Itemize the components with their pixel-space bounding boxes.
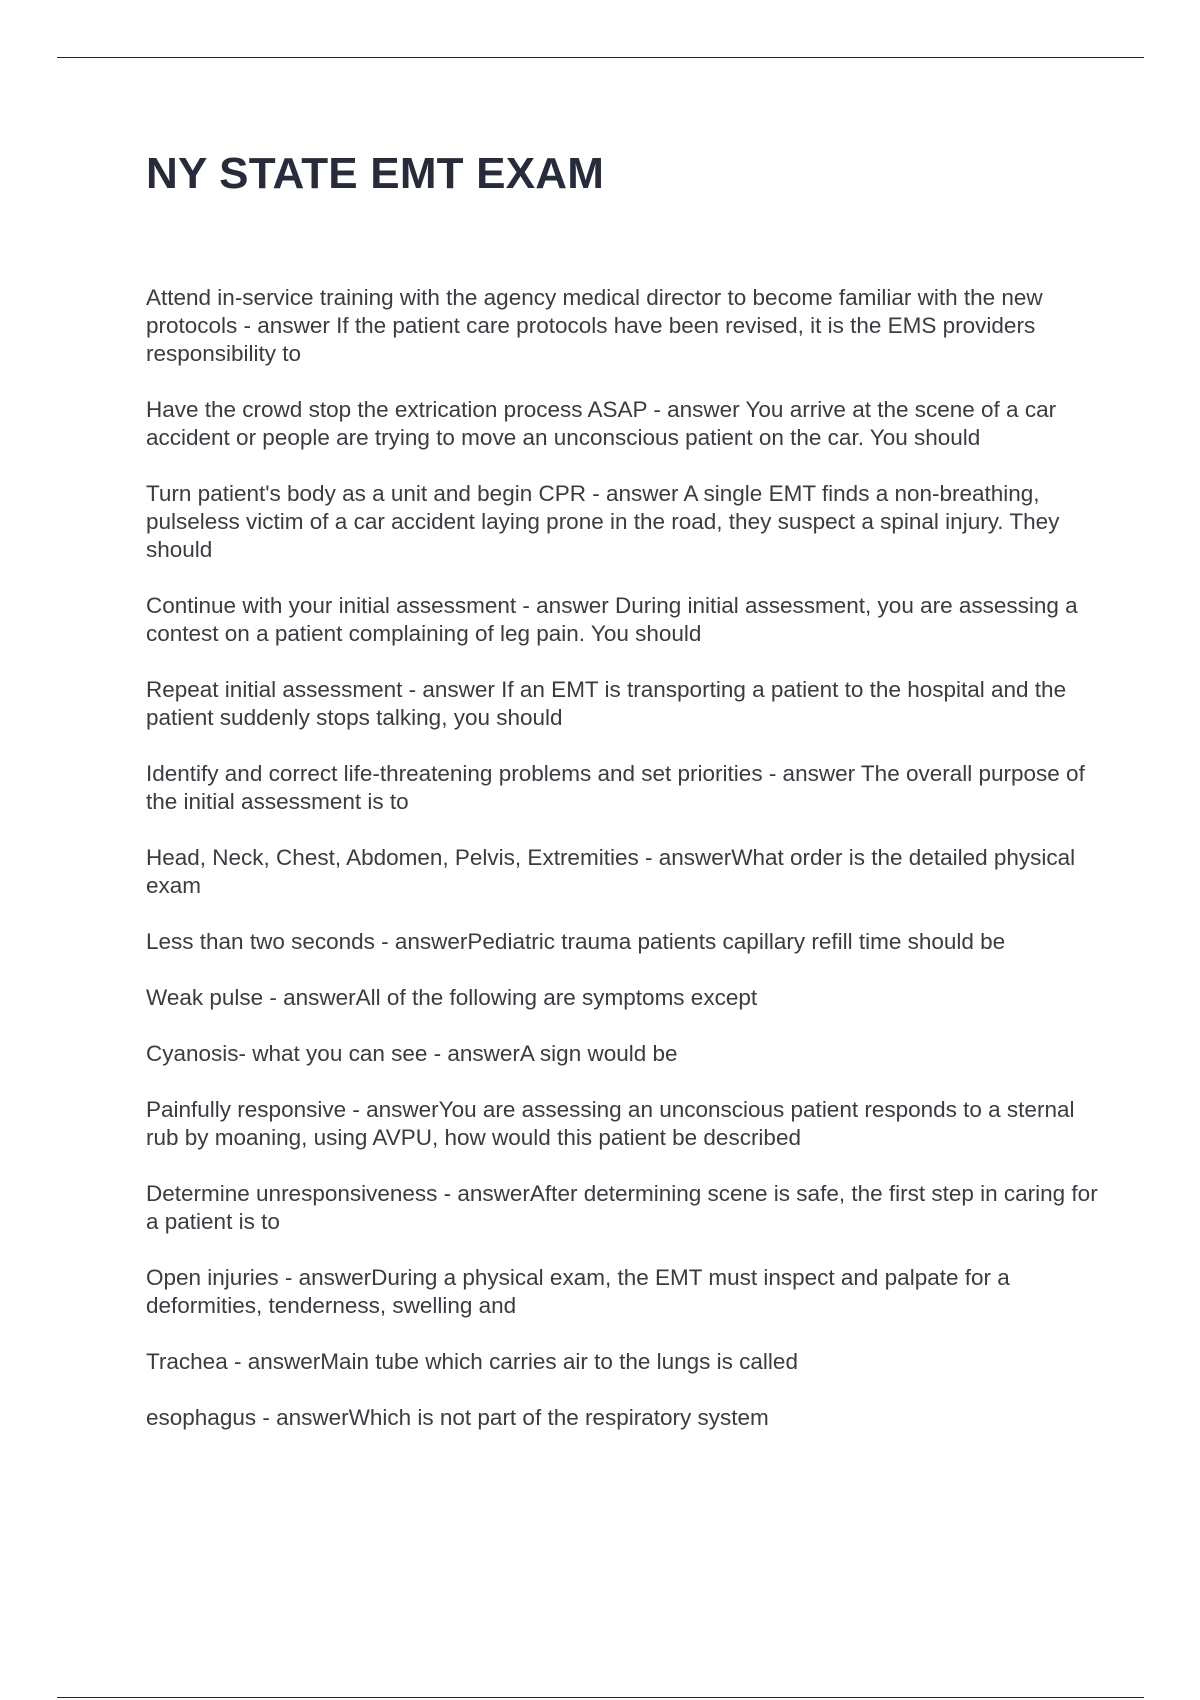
top-divider — [57, 57, 1144, 58]
qa-item: Have the crowd stop the extrication process ASAP - answer You arrive at the scene of a car accident or people are trying to move an unconscious patient on the car. You should — [146, 397, 1057, 450]
qa-item: Open injuries - answerDuring a physical exam, the EMT must inspect and palpate for a deformities, tenderness, swelling and — [146, 1265, 1010, 1318]
bottom-divider — [57, 1697, 1144, 1698]
qa-item: Less than two seconds - answerPediatric trauma patients capillary refill time should be — [146, 929, 1006, 954]
qa-item: esophagus - answerWhich is not part of the respiratory system — [146, 1405, 769, 1430]
qa-item: Painfully responsive - answerYou are assessing an unconscious patient responds to a sternal rub by moaning, using AVPU, how would this patient be described — [146, 1097, 1075, 1150]
qa-item: Cyanosis- what you can see - answerA sign would be — [146, 1041, 678, 1066]
qa-item: Head, Neck, Chest, Abdomen, Pelvis, Extremities - answerWhat order is the detailed physical exam — [146, 845, 1076, 898]
qa-item: Trachea - answerMain tube which carries air to the lungs is called — [146, 1349, 798, 1374]
qa-item: Repeat initial assessment - answer If an EMT is transporting a patient to the hospital and the patient suddenly stops talking, you should — [146, 677, 1067, 730]
qa-list — [146, 284, 1106, 1460]
qa-item: Identify and correct life-threatening problems and set priorities - answer The overall purpose of the initial assessment is to — [146, 761, 1085, 814]
document-title: NY STATE EMT EXAM — [146, 149, 605, 198]
qa-item: Attend in-service training with the agency medical director to become familiar with the new protocols - answer If the patient care protocols have been revised, it is the EMS providers responsibility to — [146, 285, 1043, 366]
qa-item: Determine unresponsiveness - answerAfter determining scene is safe, the first step in caring for a patient is to — [146, 1181, 1098, 1234]
qa-item: Turn patient's body as a unit and begin CPR - answer A single EMT finds a non-breathing, pulseless victim of a car accident laying prone in the road, they suspect a spinal injury. They should — [146, 481, 1060, 562]
qa-item: Continue with your initial assessment - answer During initial assessment, you are assessing a contest on a patient complaining of leg pain. You should — [146, 593, 1078, 646]
document-body — [146, 144, 1106, 1430]
qa-item: Weak pulse - answerAll of the following are symptoms except — [146, 985, 758, 1010]
